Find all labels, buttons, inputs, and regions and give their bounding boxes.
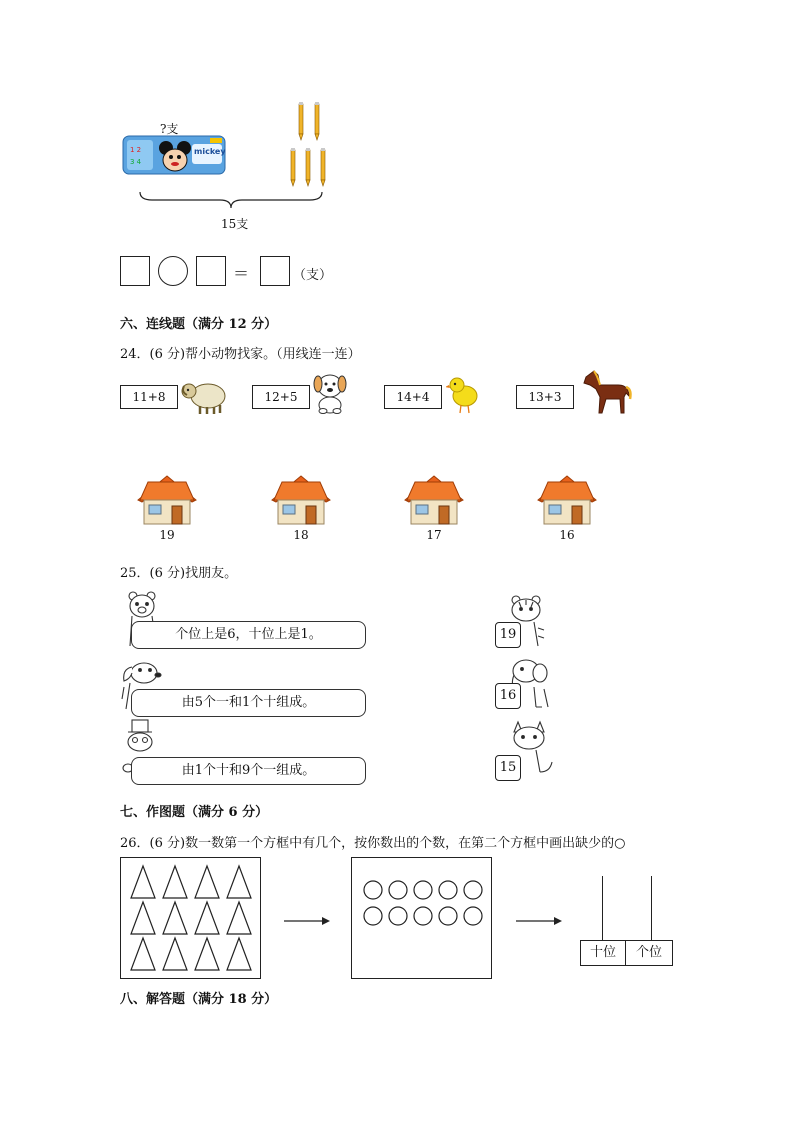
house-icon-19 xyxy=(136,474,198,526)
arrow-1 xyxy=(284,912,330,924)
circle-grid xyxy=(352,858,491,978)
answer-box-2[interactable] xyxy=(196,256,226,286)
horse-icon xyxy=(578,367,632,417)
number-tag-16[interactable]: 16 xyxy=(495,683,521,709)
answer-box-result[interactable] xyxy=(260,256,290,286)
q25-text: 25．(6 分)找朋友。 xyxy=(120,566,238,581)
chick-icon xyxy=(446,374,480,414)
total-brace xyxy=(138,190,324,210)
pencil-case-image xyxy=(122,134,226,176)
house-icon-16 xyxy=(536,474,598,526)
sheep-icon xyxy=(180,376,228,416)
expr-box-puppy[interactable]: 12+5 xyxy=(252,385,310,409)
house-label-16: 16 xyxy=(559,528,575,542)
total-label: 15支 xyxy=(221,217,249,231)
number-tag-15[interactable]: 15 xyxy=(495,755,521,781)
statement-2[interactable]: 由5个一和1个十组成。 xyxy=(131,689,366,717)
triangle-grid xyxy=(121,858,260,978)
section7-heading: 七、作图题（满分 6 分） xyxy=(120,805,269,820)
ones-rod xyxy=(651,876,652,940)
q26-text: 26．(6 分)数一数第一个方框中有几个，按你数出的个数，在第二个方框中画出缺少的○ xyxy=(120,836,626,851)
arrow-2 xyxy=(516,912,562,924)
answer-box-1[interactable] xyxy=(120,256,150,286)
question-mark-label: ?支 xyxy=(160,122,179,136)
number-tag-19[interactable]: 19 xyxy=(495,622,521,648)
tens-label: 十位 xyxy=(580,940,626,966)
statement-3[interactable]: 由1个十和9个一组成。 xyxy=(131,757,366,785)
statement-1[interactable]: 个位上是6，十位上是1。 xyxy=(131,621,366,649)
house-icon-17 xyxy=(403,474,465,526)
pencils-image xyxy=(286,100,330,194)
ones-label: 个位 xyxy=(625,940,673,966)
expr-box-sheep[interactable]: 11+8 xyxy=(120,385,178,409)
expr-box-chick[interactable]: 14+4 xyxy=(384,385,442,409)
triangle-box xyxy=(120,857,261,979)
house-label-19: 19 xyxy=(159,528,175,542)
expr-box-horse[interactable]: 13+3 xyxy=(516,385,574,409)
svg-text:1 2: 1 2 xyxy=(130,146,142,154)
house-label-18: 18 xyxy=(293,528,309,542)
equals-sign: ＝ xyxy=(233,264,250,283)
house-label-17: 17 xyxy=(426,528,442,542)
operator-circle[interactable] xyxy=(158,256,188,286)
circle-box[interactable] xyxy=(351,857,492,979)
house-icon-18 xyxy=(270,474,332,526)
unit-label: （支） xyxy=(293,268,333,283)
section6-heading: 六、连线题（满分 12 分） xyxy=(120,317,278,332)
svg-text:3 4: 3 4 xyxy=(130,158,142,166)
section8-heading: 八、解答题（满分 18 分） xyxy=(120,992,278,1007)
q24-text: 24．(6 分)帮小动物找家。（用线连一连） xyxy=(120,347,361,362)
svg-text:mickey: mickey xyxy=(194,147,226,156)
puppy-icon xyxy=(312,370,348,414)
tens-rod xyxy=(602,876,603,940)
